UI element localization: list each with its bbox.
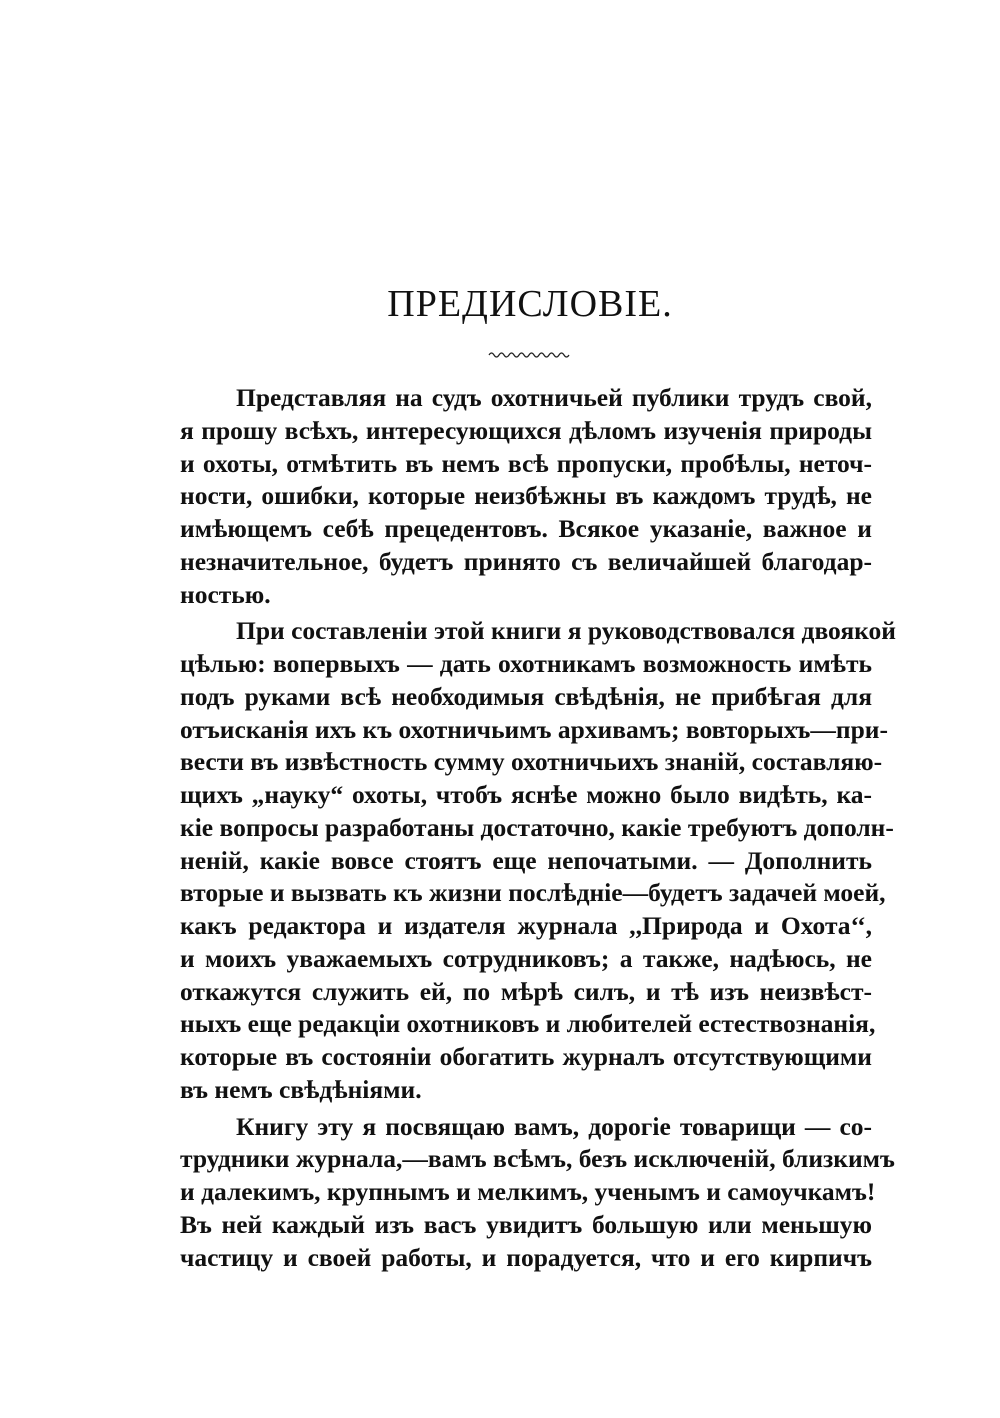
text-line: я прошу всѣхъ, интересующихся дѣломъ изученія природы xyxy=(180,415,872,445)
text-line: При составленіи этой книги я руководствовался двоякой xyxy=(236,616,896,646)
text-line: которые въ состояніи обогатить журналъ отсутствующими xyxy=(180,1042,872,1071)
text-line: ностью. xyxy=(180,579,271,609)
wavy-rule-ornament xyxy=(488,350,570,360)
text-line: цѣлью: вопервыхъ — дать охотникамъ возможность имѣть xyxy=(180,649,872,678)
text-line: Книгу эту я посвящаю вамъ, дорогіе товарищи — со- xyxy=(236,1111,872,1141)
text-line: щихъ „науку“ охоты, чтобъ яснѣе можно было видѣть, ка- xyxy=(180,780,872,809)
text-line: кіе вопросы разработаны достаточно, какіе требуютъ дополн- xyxy=(180,812,894,842)
text-line: частицу и своей работы, и порадуется, что и его кирпичъ xyxy=(180,1242,872,1272)
text-line: ности, ошибки, которые неизбѣжны въ каждомъ трудѣ, не xyxy=(180,481,872,511)
text-line: трудники журнала,—вамъ всѣмъ, безъ исключеній, близкимъ xyxy=(180,1144,895,1174)
text-line: подъ руками всѣ необходимыя свѣдѣнія, не прибѣгая для xyxy=(180,681,872,711)
text-line: откажутся служить ей, по мѣрѣ силъ, и тѣ изъ неизвѣст- xyxy=(180,976,872,1006)
text-line: ныхъ еще редакціи охотниковъ и любителей естествознанія, xyxy=(180,1009,876,1039)
page-title: ПРЕДИСЛОВІЕ. xyxy=(387,283,673,325)
text-line: въ немъ свѣдѣніями. xyxy=(180,1074,422,1104)
text-line: Въ ней каждый изъ васъ увидитъ большую или меньшую xyxy=(180,1209,872,1239)
text-line: отъисканія ихъ къ охотничьимъ архивамъ; вовторыхъ—при- xyxy=(180,714,888,744)
text-line: и моихъ уважаемыхъ сотрудниковъ; а также, надѣюсь, не xyxy=(180,943,872,973)
text-line: неній, какіе вовсе стоятъ еще непочатыми. — Дополнить xyxy=(180,845,872,875)
text-line: какъ редактора и издателя журнала ,,Природа и Охота‘‘, xyxy=(180,911,872,940)
paragraph-2 xyxy=(180,615,896,1106)
text-line: и охоты, отмѣтить въ немъ всѣ пропуски, пробѣлы, неточ- xyxy=(180,448,872,478)
text-line: вести въ извѣстность сумму охотничьихъ знаній, составляю- xyxy=(180,747,883,777)
text-line: имѣющемъ себѣ прецедентовъ. Всякое указаніе, важное и xyxy=(180,514,872,543)
text-line: Представляя на судъ охотничьей публики трудъ свой, xyxy=(236,383,872,412)
text-line: вторые и вызвать къ жизни послѣдніе—будетъ задачей моей, xyxy=(180,878,886,908)
text-line: незначительное, будетъ принято съ величайшей благодар- xyxy=(180,546,872,576)
text-line: и далекимъ, крупнымъ и мелкимъ, ученымъ и самоучкамъ! xyxy=(180,1177,876,1206)
paragraph-3 xyxy=(180,1111,895,1275)
paragraph-1 xyxy=(180,382,872,611)
preface-text xyxy=(180,382,896,1274)
